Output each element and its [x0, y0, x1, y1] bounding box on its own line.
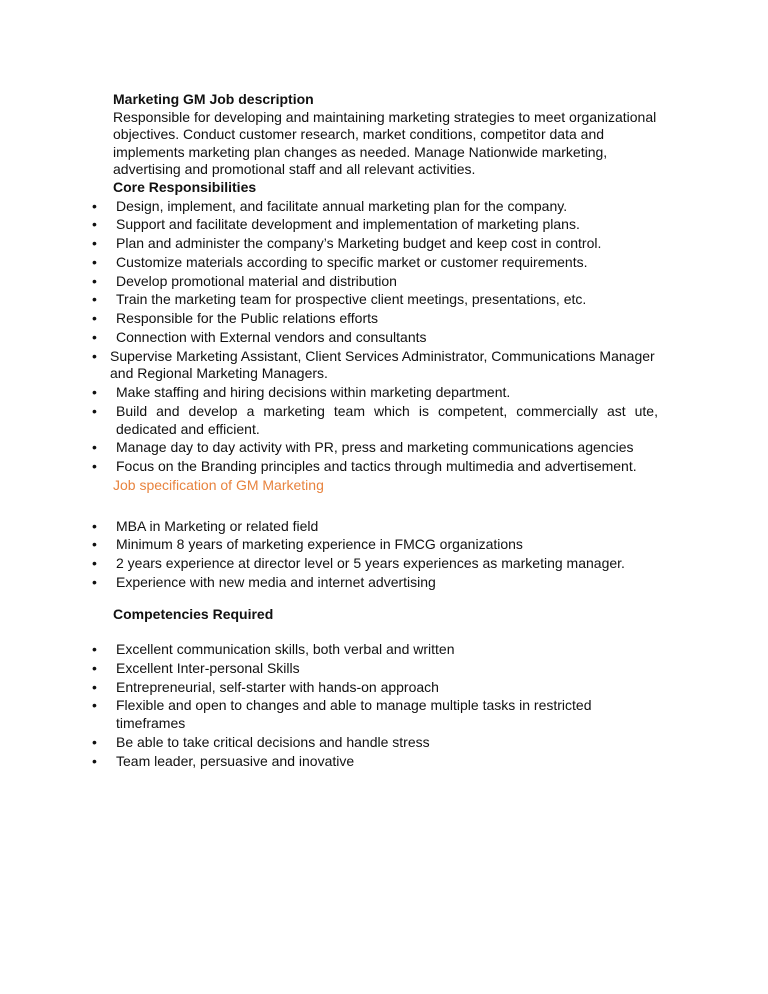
bullet-icon: •	[92, 641, 97, 658]
list-item: • Make staffing and hiring decisions within marketing department.	[92, 384, 511, 401]
list-item: • Develop promotional material and distribution	[92, 272, 397, 289]
bullet-icon: •	[92, 253, 97, 270]
bullet-icon: •	[92, 573, 97, 590]
list-item: • Support and facilitate development and implementation of marketing plans.	[92, 216, 580, 233]
job-specification-list	[92, 517, 658, 592]
list-item: • Team leader, persuasive and inovative	[92, 752, 355, 769]
list-item: • Excellent communication skills, both verbal and written	[92, 641, 455, 658]
bullet-icon: •	[92, 235, 97, 252]
bullet-icon: •	[92, 536, 97, 553]
list-item: • Supervise Marketing Assistant, Client Services Administrator, Communications Manager and Regional Marketing Managers.	[92, 347, 655, 382]
bullet-icon: •	[92, 458, 97, 475]
list-item: • Focus on the Branding principles and tactics through multimedia and advertisement.	[92, 458, 637, 475]
list-item: • 2 years experience at director level or 5 years experiences as marketing manager.	[92, 555, 625, 572]
document-body	[92, 91, 658, 771]
bullet-icon: •	[92, 733, 97, 750]
bullet-icon: •	[92, 216, 97, 233]
list-item: • Train the marketing team for prospective client meetings, presentations, etc.	[92, 291, 587, 308]
bullet-icon: •	[92, 555, 97, 572]
list-item: • Design, implement, and facilitate annual marketing plan for the company.	[92, 197, 568, 214]
list-item: • Plan and administer the company’s Marketing budget and keep cost in control.	[92, 235, 602, 252]
list-item: • Experience with new media and internet advertising	[92, 573, 436, 590]
list-item: • Minimum 8 years of marketing experience in FMCG organizations	[92, 536, 523, 553]
intro-paragraph: Responsible for developing and maintaining marketing strategies to meet organizational objectives. Conduct customer research, market conditions, competitor data and implements marketing plan changes as needed. Manage Nationwide marketing, advertising and promotional staff and all relevant activities.	[113, 108, 657, 178]
core-responsibilities-heading: Core Responsibilities	[113, 178, 257, 195]
bullet-icon: •	[92, 752, 97, 769]
list-item: • Excellent Inter-personal Skills	[92, 659, 300, 676]
bullet-icon: •	[92, 384, 97, 401]
bullet-icon: •	[92, 291, 97, 308]
bullet-icon: •	[92, 517, 97, 534]
list-item: • Connection with External vendors and consultants	[92, 329, 427, 346]
competencies-heading: Competencies Required	[113, 606, 274, 623]
bullet-icon: •	[92, 439, 97, 456]
list-item: • Entrepreneurial, self-starter with hands-on approach	[92, 678, 439, 695]
list-item: • Responsible for the Public relations efforts	[92, 310, 378, 327]
list-item: • MBA in Marketing or related field	[92, 517, 319, 534]
bullet-icon: •	[92, 310, 97, 327]
list-item: • Flexible and open to changes and able to manage multiple tasks in restricted timeframes	[92, 697, 592, 731]
bullet-icon: •	[92, 197, 97, 214]
list-item: • Customize materials according to specific market or customer requirements.	[92, 253, 588, 270]
bullet-icon: •	[92, 329, 97, 346]
bullet-icon: •	[92, 678, 97, 695]
bullet-icon: •	[92, 697, 97, 714]
bullet-icon: •	[92, 347, 97, 364]
bullet-icon: •	[92, 402, 97, 419]
list-item: • Build and develop a marketing team which is competent, commercially ast ute, dedicated and efficient.	[92, 402, 658, 437]
bullet-icon: •	[92, 659, 97, 676]
list-item: • Manage day to day activity with PR, press and marketing communications agencies	[92, 439, 634, 456]
core-responsibilities-list	[92, 197, 658, 476]
page-title: Marketing GM Job description	[113, 91, 314, 107]
bullet-icon: •	[92, 272, 97, 289]
competencies-list	[92, 641, 658, 770]
job-specification-heading: Job specification of GM Marketing	[113, 476, 324, 493]
list-item: • Be able to take critical decisions and handle stress	[92, 733, 430, 750]
